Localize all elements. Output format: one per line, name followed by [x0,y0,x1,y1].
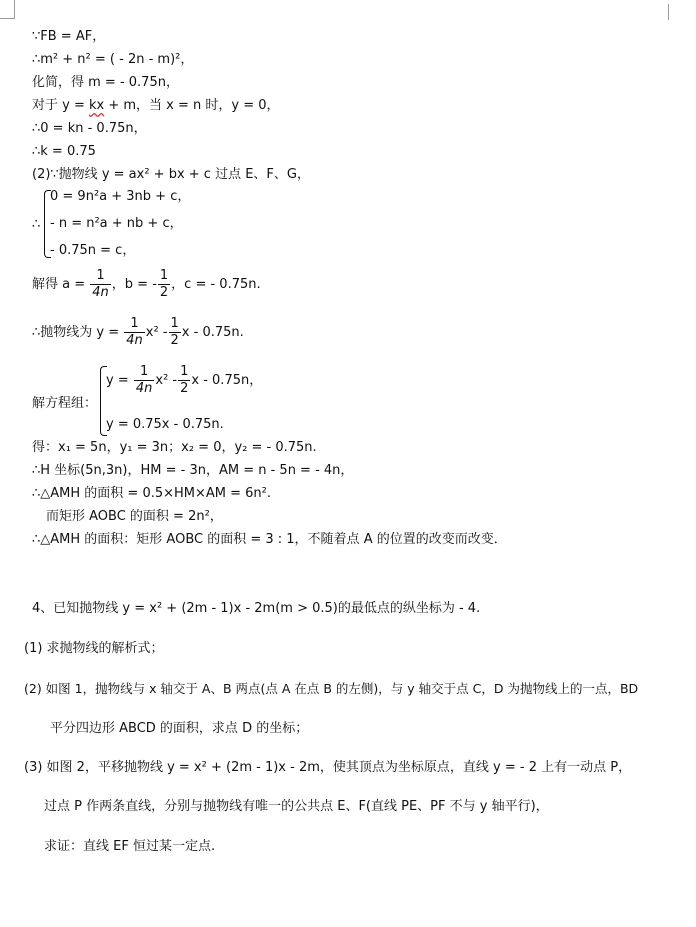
triangle-area: ∴△AMH 的面积 = 0.5×HM×AM = 6n². [32,486,272,501]
step-k-value: ∴k = 0.75 [32,144,96,159]
rectangle-area: 而矩形 AOBC 的面积 = 2n²， [46,509,223,524]
area-ratio-conclusion: ∴△AMH 的面积：矩形 AOBC 的面积 = 3 : 1，不随着点 A 的位置的改变而改变． [32,532,507,547]
step-line-substitution-part-2: + m，当 x = n 时，y = 0， [104,98,280,113]
sys2-row1-prefix: y = [106,373,133,388]
parabola-expression [32,316,244,350]
system-1-row-2: - n = n²a + nb + c， [50,216,183,231]
roots-result: 得：x₁ = 5n，y₁ = 3n；x₂ = 0，y₂ = - 0.75n. [32,440,317,455]
coef-b-label: ，b = - [111,277,157,292]
question-3-line-3: 求证：直线 EF 恒过某一定点. [44,839,216,854]
fraction-one-over-4n: $\frac{1}{4n}$ [126,316,143,348]
fraction-one-over-4n: $\frac{1}{4n}$ [92,268,109,300]
parabola-end: x - 0.75n. [181,325,244,340]
coef-a-label: 解得 a = [32,277,90,292]
fraction-one-over-4n: $\frac{1}{4n}$ [135,364,153,396]
question-3-line-1: (3) 如图 2，平移抛物线 y = x² + (2m - 1)x - 2m，使其顶点为坐标原点，直线 y = - 2 上有一动点 P， [24,760,632,775]
fraction-one-over-2: $\frac{1}{2}$ [180,364,189,396]
system-1-therefore: ∴ [32,217,41,232]
step-line-substitution [32,97,280,115]
page-corner-mark-left [0,0,15,19]
kx-term: kx [88,98,105,113]
question-2-line-2: 平分四边形 ABCD 的面积，求点 D 的坐标； [50,721,309,736]
step-simplify: 化简，得 m = - 0.75n， [32,75,179,90]
page-corner-mark-right [668,4,687,20]
problem-4-title: 4、已知抛物线 y = x² + (2m - 1)x - 2m(m > 0.5)的最低点的纵坐标为 - 4. [32,601,481,616]
fraction-one-over-2: $\frac{1}{2}$ [159,268,169,300]
question-2-line-1: (2) 如图 1，抛物线与 x 轴交于 A、B 两点(点 A 在点 B 的左侧)，与 y 轴交于点 C，D 为抛物线上的一点，BD [24,681,639,696]
system-1-row-1: 0 = 9n²a + 3nb + c， [50,189,191,204]
step-line-substitution-part-1: 对于 y = [32,98,89,113]
system-2-lead: 解方程组： [32,396,98,411]
h-coordinates: ∴H 坐标(5n,3n)，HM = - 3n，AM = n - 5n = - 4n， [32,463,354,478]
step-fb-af: ∵FB = AF， [32,29,106,44]
question-3-line-2: 过点 P 作两条直线，分别与抛物线有唯一的公共点 E、F(直线 PE、PF 不与 y 轴平行)， [44,799,549,814]
fraction-one-over-2: $\frac{1}{2}$ [170,316,179,348]
sys2-row1-middle: x² - [155,373,178,388]
step-zero-eq: ∴0 = kn - 0.75n， [32,121,147,136]
system-1-row-3: - 0.75n = c， [50,243,136,258]
parabola-middle: x² - [145,325,168,340]
parabola-prefix: ∴抛物线为 y = [32,325,124,340]
system-2-row-1 [106,364,262,398]
sys2-row1-end: x - 0.75n， [191,373,263,388]
part-2-heading: (2)∵抛物线 y = ax² + bx + c 过点 E、F、G， [32,167,310,182]
coef-c-label: ，c = - 0.75n. [171,277,261,292]
coefficients-line [32,268,261,302]
question-1: (1) 求抛物线的解析式； [24,641,164,656]
system-2-row-2: y = 0.75x - 0.75n. [106,417,224,432]
step-equation: ∴m² + n² = ( - 2n - m)²， [32,52,194,67]
